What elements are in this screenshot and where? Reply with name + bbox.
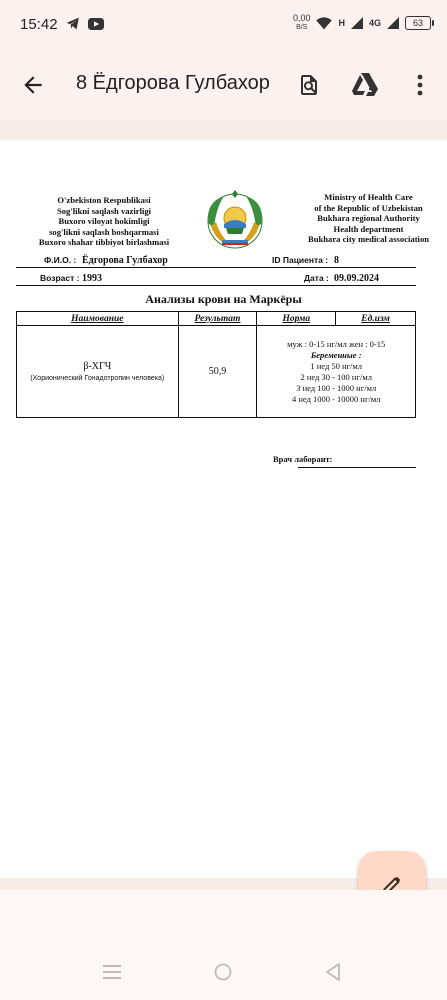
signature-line: [298, 467, 416, 468]
table-row: [17, 326, 416, 418]
patient-name: Ёдгорова Гулбахор: [82, 255, 168, 266]
telegram-icon: [66, 17, 80, 30]
id-label: ID Пациента :: [272, 255, 329, 265]
analyte-subtitle: (Хорионический Гонадотропин человека): [30, 374, 165, 382]
column-header: Норма: [257, 312, 336, 326]
name-label: Ф.И.О. :: [44, 255, 77, 265]
analyte-name: β-ХГЧ: [83, 360, 112, 372]
battery-icon: 63: [405, 16, 431, 30]
column-header: Наимование: [17, 312, 179, 326]
table-header-row: [17, 312, 416, 326]
analysis-title: Анализы крови на Маркёры: [145, 292, 302, 306]
find-in-page-icon: [297, 73, 321, 97]
column-header: Ед.изм: [336, 312, 416, 326]
home-button[interactable]: [203, 955, 243, 989]
patient-age: 1993: [82, 273, 102, 284]
patient-name-line: [16, 252, 416, 268]
date-label: Дата :: [304, 273, 329, 283]
network-type: 4G: [368, 18, 381, 28]
add-to-drive-button[interactable]: [351, 70, 381, 100]
age-label: Возраст :: [40, 273, 80, 283]
signal-icon-2: [387, 17, 399, 29]
system-back-button[interactable]: [313, 955, 353, 989]
header-left: O'zbekiston Respublikasi Sog'likni saqlash vazirligi Buxoro viloyat hokimligi sog'likni saqlash boshqarmasi Buxoro shahar tibbiyot birlashmasi: [38, 195, 170, 247]
patient-id: 8: [334, 255, 339, 266]
back-button[interactable]: [20, 72, 50, 100]
status-time: 15:42: [20, 16, 58, 33]
emblem-icon: [202, 188, 268, 254]
more-vert-icon: [417, 74, 423, 96]
document-title: 8 Ёдгорова Гулбахор: [76, 72, 270, 94]
more-options-button[interactable]: [405, 70, 435, 100]
status-bar: [0, 0, 447, 50]
add-to-drive-icon: [352, 72, 380, 98]
app-bar: [0, 50, 447, 120]
signal-icon-1: [351, 17, 363, 29]
system-navbar: [0, 955, 447, 989]
recents-icon: [103, 964, 121, 980]
norm-cell: муж : 0-15 нг/мл жен : 0-15 Беременные : 1 нед 50 нг/мл 2 нед 30 - 100 нг/мл 3 нед 100 - 1000 нг/мл 4 нед 1000 - 10000 нг/мл: [257, 326, 416, 418]
report-date: 09.09.2024: [334, 273, 379, 284]
doctor-label: Врач лаборант:: [273, 454, 333, 464]
wifi-icon: [316, 17, 332, 30]
column-header: Результат: [178, 312, 257, 326]
home-icon: [214, 963, 232, 981]
net-speed: 0,00 B/S: [292, 13, 311, 31]
back-icon: [325, 963, 341, 981]
header-right: Ministry of Health Care of the Republic of Uzbekistan Bukhara regional Authority Health department Bukhara city medical association: [307, 192, 430, 244]
youtube-icon: [88, 18, 104, 30]
document-page: [0, 140, 447, 878]
pdf-viewer[interactable]: [0, 120, 447, 890]
recents-button[interactable]: [92, 955, 132, 989]
find-in-page-button[interactable]: [294, 70, 324, 100]
analyte-cell: [17, 326, 179, 418]
result-cell: 50,9: [178, 326, 257, 418]
patient-age-line: [16, 270, 416, 286]
h-indicator: H: [338, 18, 345, 28]
results-table: [16, 311, 416, 418]
back-arrow-icon: [20, 72, 46, 98]
